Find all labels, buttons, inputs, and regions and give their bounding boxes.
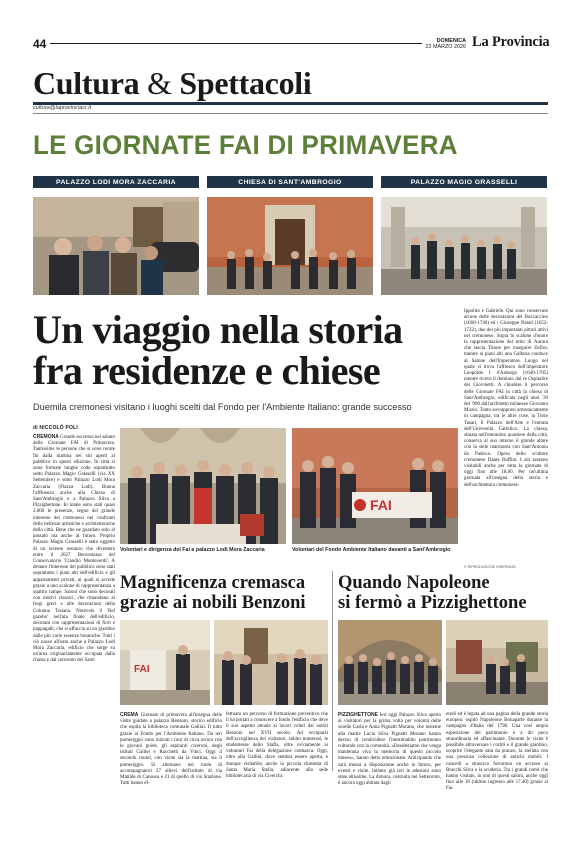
main-column-3-credit: © RIPRODUZIONE RISERVATA [464,565,516,569]
benzoni-column-a [120,712,223,787]
section-title-culture: Cultura [33,65,140,101]
photo-palazzo-grasselli [381,197,547,295]
benzoni-headline-line1: Magnificenza cremasca [120,573,306,593]
benzoni-headline-line2: grazie ai nobili Benzoni [120,593,306,613]
benzoni-headline [120,573,330,613]
photo-volunteers-santambrogio [292,428,458,544]
issue-day: DOMENICA [436,38,466,44]
napoleone-column-b-text: eredi ed è legata ad una pagina della grande storia europea: ospitò Napoleone Bonaparte durante la campagna d'Italia del 1796. Una così ampia esposizione del patrimonio è a dir poco straordinaria ed affascinante. Durante le visite è possibile attraversare i cortili e il grande giardino, scoprire l'elegante sala da pranzo, la stellata con una preziosa collezione di antichi mobili. I cancelli a strascico fornirono un accesso ai Bracchi Silva e la scuderia. Tra i grandi nomi che hanno visitato, in uno di questi saloni, anche oggi fino alle 18 (ultimo ingresso alle 17.40) grazie al Fai. [446,712,548,792]
section-rule-thin [33,113,548,114]
main-subheadline: Duemila cremonesi visitano i luoghi scelti dal Fondo per l'Ambiente Italiano: grande successo [33,402,412,412]
napoleone-lead: PIZZIGHETTONE [338,712,378,718]
main-byline: di NICCOLÒ POLI [33,425,78,431]
page-number-rule [50,43,422,44]
napoleone-column-a-text: Ieri oggi Palazzo Silva aperto ai visitatori per la prima volta per volontà delle sorelle Carla e Anna Pignatti Morano, che insieme alla madre Lucia Silva Pignatti Morano hanno deciso di condividere l'inestimabile patrimonio culturale con la comunità. «Desideriamo che venga mantenuta viva la memoria di questo piccolo museo», hanno detto emozionate. Anticipando che sarà messa a disposizione anche in futuro, per eventi e visite. Intanto già ieri le adesioni sono state altissime. La dimora, costruita nel Settecento, è ancora oggi abitata dagli [338,713,442,787]
main-headline-line1: Un viaggio nella storia [33,307,403,352]
main-column-1-lead: CREMONA [33,434,59,440]
caption-volunteers-lodi: Volontari e dirigenza del Fai a palazzo Lodi Mora Zaccaria [120,547,265,553]
main-column-3 [464,309,548,563]
location-bar-santambrogio: CHIESA DI SANT'AMBROGIO [207,176,373,188]
issue-date-text: 22 MARZO 2026 [425,44,466,50]
caption-volunteers-santambrogio: Volontari del Fondo Ambiente Italiano davanti a Sant'Ambrogio [292,547,451,553]
banner-headline: LE GIORNATE FAI DI PRIMAVERA [33,130,458,160]
napoleone-headline [338,573,550,613]
section-email[interactable]: cultura@laprovinciacr.it [33,105,92,111]
main-headline-line2: fra residenze e chiese [33,348,381,393]
main-column-1 [33,434,115,764]
photo-benzoni-right [214,620,328,705]
main-headline [33,309,433,391]
photo-napoleone-left [338,620,442,705]
photo-santambrogio [207,197,373,295]
issue-date [396,38,466,50]
benzoni-column-a-text: Giornate di primavera all'insegna delle visite guidate a palazzo Benzoni, storico edificio che ospita la biblioteca comunale Gallini. Il tutto grazie al Fondo per l'Ambiente Italiano. Da ieri pomeriggio sono iniziati i tour di circa un'ora con le giovani guide, gli aspiranti ciceroni, degli istituti Galilei e Racchetti da Vinci. Oggi il secondo round, con visite sia la mattina, sia il pomeriggio. Si alternano nel ruolo di accompagnatori 27 allievi dell'istituto di via Matilde di Canossa e 21 di quello di via Stazione. Tutti hanno ef- [120,713,223,787]
section-title-ampersand: & [147,65,172,101]
benzoni-lead: CREMA [120,712,139,718]
benzoni-column-b-text: fettuato un percorso di formazione preventivo che li ha portati a conoscere a fondo l'edificio che deve il suo aspetto attuale ai lavori voluti dai nobili Benzoni nel XVII secolo. Ad occuparsi dell'accoglienza dei visitatori, subito numerosi, le studentesse dello Stafla, oltre ovviamente ai volontari Fai della delegazione cremasca. Oggi, oltre alla Gallini, dove sembra essere aperta, e dunque visitabile, anche la piccola chiesetta di Santa Maria Stella, adiacente alla sede bibliotecaria di via Civerchi. [226,712,328,780]
napoleone-column-b [446,712,548,792]
location-bar-lodi: PALAZZO LODI MORA ZACCARIA [33,176,199,188]
section-rule [33,102,548,105]
page-number: 44 [33,37,47,51]
photo-napoleone-right [446,620,548,705]
section-title-shows: Spettacoli [179,65,312,101]
location-bar-grasselli: PALAZZO MAGIO GRASSELLI [381,176,547,188]
main-column-1-text: Grande successo nel sabato delle Giornate FAI di Primavera. Tantissime le persone che si sono recate fin dalla mattina nei siti aperti al pubblico in questi edizione. In città si sono formate lunghe code soprattutto sotto Palazzo Magio Grasselli (via XX Settembre) e sotto Palazzo Lodi Mora Zaccaria (Piazza Lodi). Buona l'affluenza anche alla Chiesa di Sant'Ambrogio e a Palazzo Silva a Pizzighettone. In totale sono stati quasi 2.000 le presenze, segno del grande interesse dei cremonesi nei confronti delle bellezze artistiche e architettoniche della città. Bene che ne guardato solo al passato ma anche al futuro. Proprio Palazzo Magio Grasselli è stato oggetto di un recente restauro che diventerà entro il 2027 Benvenzasa del Conservatorio 'Claudio Monteverdi'. A destare l'interesse del pubblico sono stati soprattutto i piani alti dell'edificio e gli appartamenti privati, ai quali si accede grazie a uno scalone di rappresentanza a quattro rampe. Saloni che sono decorati con motivi classici, che rimandano ai fregi greci e alle decorazioni della Colonna Traiana. Notevole il 'Bel gazebo' nell'ala finale dell'edificio, decorato con rappresentazioni di fiori e pappagalli, che si affaccia su un giardino dalle più varie essenze botaniche. Tutti i ciò nasce all'ustu anche a Palazzo Lodi Mora Zaccaria, edificio che sorge su un'area originariamente occupata dalla chiesa e dal convento dei Santi [33,435,115,664]
masthead-logo: La Provincia [472,34,550,50]
photo-volunteers-lodi [120,428,286,544]
photo-benzoni-left [120,620,210,705]
section-title [33,66,311,100]
napoleone-headline-line1: Quando Napoleone [338,573,490,593]
svg-text:FAI: FAI [134,664,150,675]
napoleone-headline-line2: si fermò a Pizzighettone [338,593,527,613]
photo-palazzo-lodi [33,197,199,295]
napoleone-column-a [338,712,442,787]
lower-divider [332,571,333,771]
main-column-3-text: Ippolito e Gabriele. Qui sono conservate alcune delle decorazioni del Boccaccino (1660-1740) ed i Giuseppe Natali (1652-1722), due dei più importanti pittori attivi nel cremonese. Sopra lo scalone d'onore la rappresentazione del mito di Aurora che lascia Titone per inseguire Zefiro, mentre ai piani alti una Galleria conduce al Salone dell'Imperatore. Luogo nel quale si trova l'affresco dell'imperatore Leopoldo I d'Asburgo (1640-1705) mentre riceve il dominio dal re Ospitalire dei Giovinetti. A chiudere il percorso delle Giornate FAI in città la chiesa di Sant'Ambrogio, edificata negli anni '30 del '900 dall'architetto milanese Giovanni Muzio. Tanto sovrapporsi armonicamente in campagna, tra le altre cose, la Torre Tasari, il Palazzo dell'Arte e l'entrata dell'Università Cattolica. La chiesa, situata nell'omonimo quartiere della città, conserva al suo interno il grande altare con la stele marmorea con Sant'Antonio da Padova. Opera dello scultore cremonese Dante Ruffini. I siti saranno visitabili anche per tutta la giornata di oggi fino alle 18.00. Per un'ultima giornata all'insegna della storia e dell'architettura cremonese. [464,309,548,488]
benzoni-column-b [226,712,328,780]
svg-text:FAI: FAI [370,497,392,513]
